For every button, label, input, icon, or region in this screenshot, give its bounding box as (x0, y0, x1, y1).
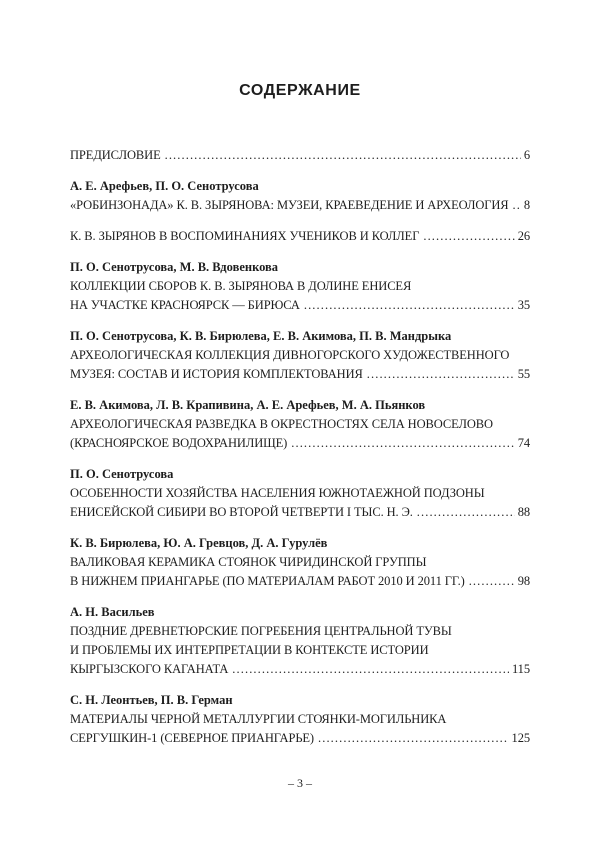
toc-entry (70, 603, 530, 679)
entry-title-text: (КРАСНОЯРСКОЕ ВОДОХРАНИЛИЩЕ) (70, 436, 288, 450)
dot-leader (513, 196, 521, 215)
entry-authors: Е. В. Акимова, Л. В. Крапивина, А. Е. Арефьев, М. А. Пьянков (70, 398, 426, 412)
entry-page-number: 74 (517, 436, 530, 450)
page-number-label: – 3 – (288, 776, 312, 790)
entry-authors: П. О. Сенотрусова (70, 467, 174, 481)
page-title: СОДЕРЖАНИЕ (239, 82, 361, 99)
entry-title-text: В НИЖНЕМ ПРИАНГАРЬЕ (ПО МАТЕРИАЛАМ РАБОТ 2010 И 2011 ГГ.) (70, 574, 465, 588)
dot-leader (367, 365, 515, 384)
entry-title-text: СЕРГУШКИН-1 (СЕВЕРНОЕ ПРИАНГАРЬЕ) (70, 731, 314, 745)
dot-leader (165, 146, 521, 165)
entry-title-row (70, 729, 530, 748)
entry-title-row (70, 434, 530, 453)
entry-page-number: 8 (523, 198, 530, 212)
dot-leader (423, 227, 514, 246)
entry-title-line: МАТЕРИАЛЫ ЧЕРНОЙ МЕТАЛЛУРГИИ СТОЯНКИ-МОГИЛЬНИКА (70, 712, 447, 726)
entry-page-number: 98 (517, 574, 530, 588)
entry-title-row (70, 660, 530, 679)
entry-title-text: МУЗЕЯ: СОСТАВ И ИСТОРИЯ КОМПЛЕКТОВАНИЯ (70, 367, 363, 381)
entry-title-line: АРХЕОЛОГИЧЕСКАЯ КОЛЛЕКЦИЯ ДИВНОГОРСКОГО ХУДОЖЕСТВЕННОГО (70, 348, 510, 362)
entry-title-text: «РОБИНЗОНАДА» К. В. ЗЫРЯНОВА: МУЗЕИ, КРАЕВЕДЕНИЕ И АРХЕОЛОГИЯ (70, 198, 509, 212)
entry-title-row (70, 146, 530, 165)
entry-authors: А. Е. Арефьев, П. О. Сенотрусова (70, 179, 259, 193)
toc-entry (70, 465, 530, 522)
entry-authors: С. Н. Леонтьев, П. В. Герман (70, 693, 233, 707)
entry-authors: А. Н. Васильев (70, 605, 155, 619)
dot-leader (232, 660, 509, 679)
entry-title-row (70, 227, 530, 246)
entry-title-row (70, 196, 530, 215)
entry-title-line: КОЛЛЕКЦИИ СБОРОВ К. В. ЗЫРЯНОВА В ДОЛИНЕ ЕНИСЕЯ (70, 279, 412, 293)
entry-title-line: И ПРОБЛЕМЫ ИХ ИНТЕРПРЕТАЦИИ В КОНТЕКСТЕ ИСТОРИИ (70, 643, 429, 657)
toc-list (70, 146, 530, 748)
toc-entry (70, 227, 530, 246)
entry-title-line: ОСОБЕННОСТИ ХОЗЯЙСТВА НАСЕЛЕНИЯ ЮЖНОТАЕЖНОЙ ПОДЗОНЫ (70, 486, 485, 500)
entry-title-text: НА УЧАСТКЕ КРАСНОЯРСК — БИРЮСА (70, 298, 300, 312)
dot-leader (291, 434, 514, 453)
entry-page-number: 6 (523, 148, 530, 162)
dot-leader (304, 296, 515, 315)
page-number-footer (0, 776, 600, 791)
toc-entry (70, 396, 530, 453)
toc-entry (70, 327, 530, 384)
dot-leader (417, 503, 515, 522)
dot-leader (469, 572, 515, 591)
entry-authors: П. О. Сенотрусова, К. В. Бирюлева, Е. В. Акимова, П. В. Мандрыка (70, 329, 452, 343)
entry-page-number: 26 (517, 229, 530, 243)
entry-title-row (70, 503, 530, 522)
entry-page-number: 88 (517, 505, 530, 519)
entry-authors: К. В. Бирюлева, Ю. А. Гревцов, Д. А. Гурулёв (70, 536, 328, 550)
entry-page-number: 35 (517, 298, 530, 312)
entry-authors: П. О. Сенотрусова, М. В. Вдовенкова (70, 260, 279, 274)
entry-title-row (70, 296, 530, 315)
toc-entry (70, 177, 530, 215)
entry-page-number: 55 (517, 367, 530, 381)
entry-page-number: 125 (511, 731, 530, 745)
toc-entry (70, 534, 530, 591)
dot-leader (318, 729, 509, 748)
entry-title-line: ПОЗДНИЕ ДРЕВНЕТЮРСКИЕ ПОГРЕБЕНИЯ ЦЕНТРАЛЬНОЙ ТУВЫ (70, 624, 452, 638)
entry-page-number: 115 (512, 662, 530, 676)
entry-title-row (70, 365, 530, 384)
toc-entry (70, 146, 530, 165)
entry-title-row (70, 572, 530, 591)
toc-entry (70, 258, 530, 315)
entry-title-text: К. В. ЗЫРЯНОВ В ВОСПОМИНАНИЯХ УЧЕНИКОВ И КОЛЛЕГ (70, 229, 420, 243)
entry-title-text: КЫРГЫЗСКОГО КАГАНАТА (70, 662, 229, 676)
entry-title-text: ПРЕДИСЛОВИЕ (70, 148, 161, 162)
toc-entry (70, 691, 530, 748)
entry-title-line: АРХЕОЛОГИЧЕСКАЯ РАЗВЕДКА В ОКРЕСТНОСТЯХ СЕЛА НОВОСЕЛОВО (70, 417, 493, 431)
entry-title-text: ЕНИСЕЙСКОЙ СИБИРИ ВО ВТОРОЙ ЧЕТВЕРТИ I ТЫС. Н. Э. (70, 505, 413, 519)
entry-title-line: ВАЛИКОВАЯ КЕРАМИКА СТОЯНОК ЧИРИДИНСКОЙ ГРУППЫ (70, 555, 427, 569)
